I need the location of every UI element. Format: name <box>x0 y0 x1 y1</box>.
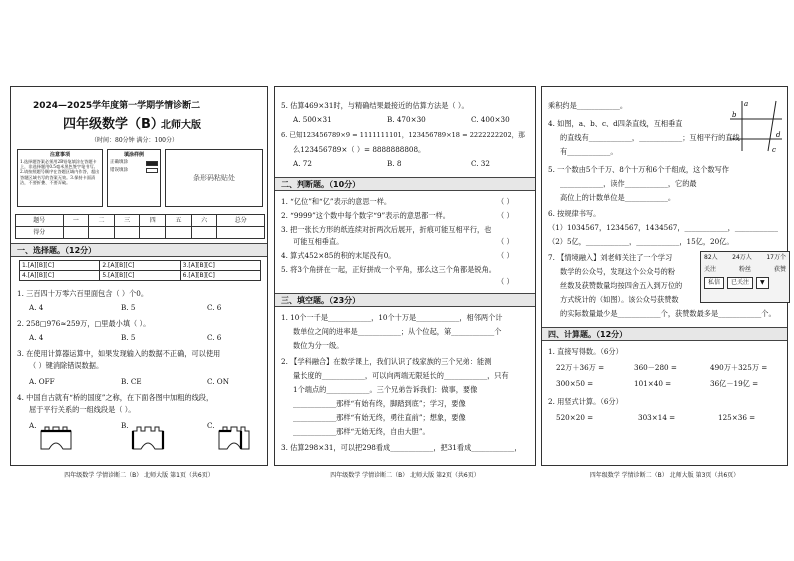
fans-label: 粉丝 <box>738 265 751 273</box>
answer-bubble[interactable]: 4.[A][B][C] <box>20 271 100 281</box>
score-cell[interactable] <box>217 227 265 239</box>
option: C. 6 <box>207 333 222 342</box>
judge-answer-slot[interactable]: （ ） <box>497 237 514 246</box>
option: C. ON <box>207 377 229 386</box>
fill-2-cont: ____________那样“无始无终，自由大胆”。 <box>293 427 430 436</box>
fill-2-cont: ____________那样“有始无终，勇往直前”；想象，要像 <box>293 413 466 422</box>
judge-2: 2. “9999”这个数中每个数字“9”表示的意思都一样。 <box>281 211 450 220</box>
judge-answer-slot[interactable]: （ ） <box>497 211 514 220</box>
option: B. 8 <box>387 159 402 168</box>
fill-1-cont: 数位为分一级。 <box>293 341 344 350</box>
calc-item: 125×36 = <box>718 413 756 422</box>
fill-6: 6. 按规律书写。 <box>548 209 601 218</box>
fill-5-cont: ____________，读作____________，它的最 <box>560 179 697 188</box>
judge-4: 4. 算式452×85的积的末尾没有0。 <box>281 251 396 260</box>
score-value-row <box>16 227 265 239</box>
correct-fill-label: 正确填涂 <box>110 160 128 166</box>
follow-label: 关注 <box>704 265 717 273</box>
option: B. CE <box>121 377 142 386</box>
fans-count: 24万人 <box>732 254 752 261</box>
fill-2-cont: 1个端点的____________。三个兄弟告诉我们：做事，要像 <box>293 385 478 394</box>
page-footer: 四年级数学 学情诊断二（B） 北师大版 第3页（共6页） <box>589 471 740 479</box>
fill-4: 4. 如图，a、b、c、d四条直线，互相垂直 <box>548 119 683 128</box>
question-5: 5. 估算469×31时，与精确结果最接近的估算方法是（ ）。 <box>281 101 469 110</box>
bridge-figure-b <box>131 421 165 451</box>
question-6: 6. 已知123456789×9 = 1111111101，123456789×18 = 2222222202，那 <box>281 131 525 139</box>
fill-7: 7. 【情境融入】刘老师关注了一个学习 <box>548 253 673 262</box>
fill-5: 5. 一个数由5个千万、8个十万和6个千组成，这个数写作 <box>548 165 729 174</box>
judge-3-cont: 可能互相垂直。 <box>293 237 344 246</box>
calc-item: 490万＋325万 = <box>710 363 768 372</box>
calc-item: 36亿－19亿 = <box>710 379 759 388</box>
option: A. OFF <box>29 377 55 386</box>
score-cell[interactable] <box>140 227 166 239</box>
option: A. <box>29 421 37 430</box>
score-header-row <box>16 215 265 227</box>
likes-label: 获赞 <box>773 265 786 273</box>
message-button[interactable]: 私信 <box>704 277 724 289</box>
section-calc-header: 四、计算题。（12分） <box>542 327 787 341</box>
dropdown-button[interactable]: ▼ <box>756 277 769 289</box>
option: A. 72 <box>293 159 312 168</box>
fill-2: 2. 【学科融合】在数学课上，我们认识了线家族的三个兄弟：能测 <box>281 357 492 366</box>
exam-meta: （时间：80分钟 满分：100分） <box>91 137 178 144</box>
calc-item: 300×50 = <box>556 379 594 388</box>
wrong-fill-mark <box>146 168 158 173</box>
bridge-figure-c <box>217 421 251 451</box>
option: C. 400×30 <box>471 115 510 124</box>
section-fill-header: 三、填空题。（23分） <box>275 293 535 307</box>
fill-4-cont: 的直线有____________，____________；互相平行的直线 <box>560 133 740 142</box>
likes-count: 17万个 <box>766 254 786 261</box>
score-cell[interactable] <box>63 227 89 239</box>
calc-item: 22万＋36万 = <box>556 363 605 372</box>
score-cell[interactable] <box>166 227 192 239</box>
judge-answer-slot[interactable]: （ ） <box>497 251 514 260</box>
fill-example-box <box>107 149 161 207</box>
score-cell: 三 <box>114 215 140 227</box>
question-3-cont: （ ）键消除错误数据。 <box>29 361 104 370</box>
score-cell[interactable] <box>89 227 115 239</box>
question-4-cont: 屈于平行关系的一组线段是（ ）。 <box>29 405 136 414</box>
answer-bubble-table <box>19 260 261 281</box>
option: C. 6 <box>207 303 222 312</box>
fill-7-cont: 丝数及获赞数量均按四舍五入到万位的 <box>560 281 683 290</box>
judge-3: 3. 把一张长方形的纸连续对折两次后展开，折痕可能互相平行，也 <box>281 225 492 234</box>
score-cell: 六 <box>191 215 217 227</box>
barcode-area <box>165 149 263 207</box>
correct-fill-mark <box>146 161 158 166</box>
question-6-cont: 么123456789×（ ）= 8888888808。 <box>293 145 426 154</box>
score-cell: 得分 <box>16 227 64 239</box>
judge-answer-slot[interactable]: （ ） <box>497 197 514 206</box>
fill-6-2: （2）5亿，____________，____________，15亿，20亿。 <box>548 237 734 246</box>
exam-subject-title: 四年级数学（B） <box>63 117 164 132</box>
judge-answer-slot[interactable]: （ ） <box>497 277 514 286</box>
option: B. 5 <box>121 303 136 312</box>
calc-item: 101×40 = <box>634 379 672 388</box>
barcode-label: 条形码粘贴处 <box>193 173 235 182</box>
answer-bubble[interactable]: 6.[A][B][C] <box>180 271 260 281</box>
score-cell: 题号 <box>16 215 64 227</box>
score-cell: 五 <box>166 215 192 227</box>
page-footer: 四年级数学 学情诊断二（B） 北师大版 第1页（共6页） <box>64 471 214 479</box>
exam-page-1 <box>10 86 268 479</box>
question-3: 3. 在使用计算器运算中，如果发现输入的数据不正确，可以使用 <box>17 349 221 358</box>
score-cell: 二 <box>89 215 115 227</box>
calc-item: 360－280 = <box>634 363 677 372</box>
judge-5: 5. 将3个角拼在一起，正好拼成一个平角，那么这三个角都是锐角。 <box>281 265 496 274</box>
score-cell[interactable] <box>114 227 140 239</box>
question-4: 4. 中国自古就有“桥的国度”之称，在下面各图中加粗的线段， <box>17 393 214 402</box>
score-cell[interactable] <box>191 227 217 239</box>
option: C. 32 <box>471 159 490 168</box>
fill-7-cont: 数学的公众号，发现这个公众号的粉 <box>560 267 676 276</box>
line-label-c: c <box>772 146 776 154</box>
line-label-d: d <box>776 131 781 139</box>
option: A. 4 <box>29 333 44 342</box>
judge-1: 1. “亿位”和“亿”表示的意思一样。 <box>281 197 392 206</box>
answer-bubble[interactable]: 2.[A][B][C] <box>100 261 180 271</box>
option: B. 470×30 <box>387 115 426 124</box>
calc-1: 1. 直接写得数。（6分） <box>548 347 623 356</box>
calc-2: 2. 用竖式计算。（6分） <box>548 397 623 406</box>
exam-page-2 <box>274 86 536 479</box>
page-footer: 四年级数学 学情诊断二（B） 北师大版 第2页（共6页） <box>330 471 480 479</box>
question-1: 1. 三百四十万零六百里面包含（ ）个0。 <box>17 289 149 298</box>
section-choice-header: 一、选择题。（12分） <box>11 243 267 257</box>
calc-item: 303×14 = <box>638 413 676 422</box>
fill-example-title: 填涂样例 <box>123 152 144 158</box>
notice-text: 1.选择题答案必须用2B铅笔填涂在答题卡上，非选择题用0.5毫米黑色签字笔书写。2.请按照题号顺序在答题区域内作答，超出答题区域书写的答案无效。3.保持卡面清洁，不要折叠、不要弄破。 <box>20 158 100 186</box>
fill-3: 3. 估算298×31，可以把298看成____________，把31看成____________， <box>281 443 522 452</box>
fill-4-cont: 有____________。 <box>560 147 618 156</box>
bridge-figure-a <box>39 421 73 451</box>
question-2: 2. 258□976≈259万，□里最小填（ ）。 <box>17 319 151 328</box>
line-label-b: b <box>732 111 737 119</box>
exam-term-title: 2024—2025学年度第一学期学情诊断二 <box>33 101 201 111</box>
score-cell: 四 <box>140 215 166 227</box>
fill-2-cont: 量长度的____________，可以向两端无限延长的____________，只有 <box>293 371 509 380</box>
fill-2-cont: ____________那样“有始有终，脚踏到底”；学习，要像 <box>293 399 466 408</box>
exam-page-3 <box>541 86 788 479</box>
calc-item: 520×20 = <box>556 413 594 422</box>
fill-7-cont: 方式统计的（如图）。该公众号获赞数 <box>560 295 679 304</box>
account-stats-widget <box>700 251 790 303</box>
followed-button[interactable]: 已关注 <box>727 277 753 289</box>
follow-count: 82人 <box>704 254 718 261</box>
answer-bubble[interactable]: 1.[A][B][C] <box>20 261 100 271</box>
fill-1-cont: 数单位之间的进率是____________；从个位起，第____________个 <box>293 327 502 336</box>
section-judge-header: 二、判断题。（10分） <box>275 177 535 191</box>
lines-figure <box>728 97 784 155</box>
fill-7-cont: 的实际数量最少是____________个，获赞数最多是____________个。 <box>560 309 776 318</box>
wrong-fill-label: 错误填涂 <box>110 167 128 173</box>
fill-5-cont: 高位上的计数单位是____________。 <box>560 193 676 202</box>
line-label-a: a <box>744 100 749 108</box>
score-table <box>15 214 265 239</box>
answer-bubble[interactable]: 5.[A][B][C] <box>100 271 180 281</box>
exam-edition: 北师大版 <box>161 120 201 131</box>
notice-title: 注意事项 <box>49 152 70 158</box>
fill-3-cont: 乘积约是____________。 <box>548 101 628 110</box>
option: A. 4 <box>29 303 44 312</box>
score-cell: 总分 <box>217 215 265 227</box>
option: B. <box>121 421 129 430</box>
option: C. <box>207 421 215 430</box>
option: B. 5 <box>121 333 136 342</box>
fill-6-1: （1）1034567，1234567，1434567，____________，____________ <box>548 223 778 232</box>
fill-1: 1. 10个一千是____________，10个十万是____________，相邻两个计 <box>281 313 503 322</box>
score-cell: 一 <box>63 215 89 227</box>
notice-box <box>17 149 103 207</box>
answer-bubble[interactable]: 3.[A][B][C] <box>180 261 260 271</box>
option: A. 500×31 <box>293 115 332 124</box>
